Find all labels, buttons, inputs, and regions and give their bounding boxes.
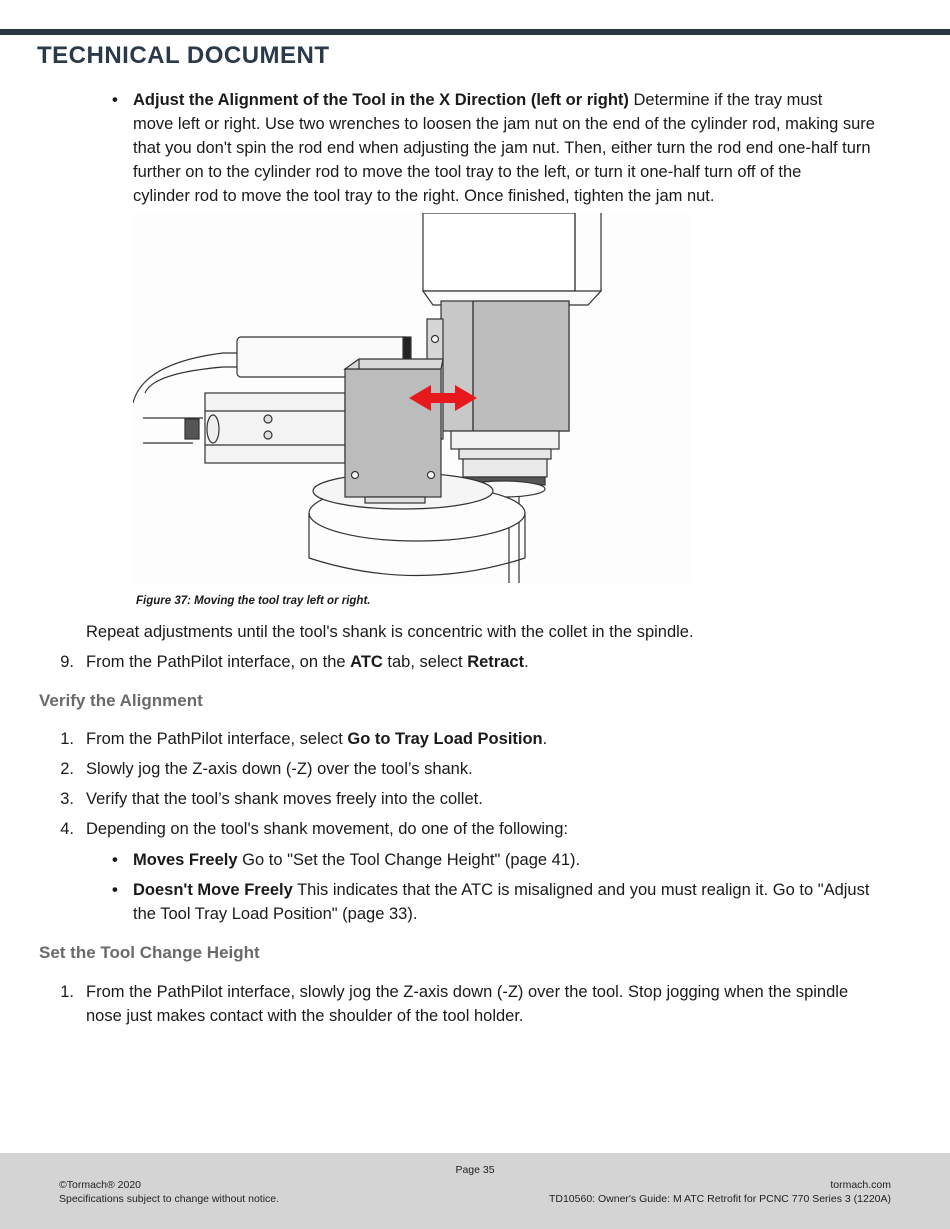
verify-step-3: [0, 787, 950, 811]
verify-heading: Verify the Alignment: [39, 691, 203, 710]
step-text: Verify that the tool’s shank moves freely into the collet.: [86, 790, 483, 808]
tool-tray-figure: [133, 213, 690, 583]
step-number: 1.: [60, 983, 74, 1001]
set-height-step-1: [0, 980, 950, 1028]
verify-step-2: [0, 757, 950, 781]
step-text-line: From the PathPilot interface, slowly jog the Z-axis down (-Z) over the tool. Stop jogging when the spindle: [86, 983, 849, 1001]
step-number: 4.: [60, 820, 74, 838]
bullet-text-line: cylinder rod to move the tool tray to the right. Once finished, tighten the jam nut.: [133, 187, 715, 205]
bullet-text-line: move left or right. Use two wrenches to loosen the jam nut on the end of the cylinder rod, making sure: [133, 115, 875, 133]
bullet-icon: •: [112, 851, 118, 869]
document-id: TD10560: Owner's Guide: M ATC Retrofit for PCNC 770 Series 3 (1220A): [548, 1193, 891, 1205]
tray-load-position-label: Go to Tray Load Position: [347, 730, 543, 748]
option-term: Doesn't Move Freely: [133, 881, 293, 899]
bullet-text-line: that you don't spin the rod end when adjusting the jam nut. Then, either turn the rod end one-half turn: [133, 139, 871, 157]
step-text-part: .: [524, 653, 529, 671]
step-text: Slowly jog the Z-axis down (-Z) over the tool’s shank.: [86, 760, 473, 778]
verify-step-4: [0, 817, 950, 841]
step-text-part: From the PathPilot interface, select: [86, 730, 348, 748]
option-term: Moves Freely: [133, 851, 238, 869]
bullet-term: Adjust the Alignment of the Tool in the X Direction (left or right): [133, 91, 629, 109]
retract-label: Retract: [467, 653, 525, 671]
set-height-heading: Set the Tool Change Height: [39, 943, 260, 962]
step-number: 2.: [60, 760, 74, 778]
step-text-line: nose just makes contact with the shoulder of the tool holder.: [86, 1007, 524, 1025]
step-number: 3.: [60, 790, 74, 808]
bullet-text-line: Determine if the tray must: [628, 91, 823, 109]
step-text-part: .: [542, 730, 548, 748]
header-rule: [0, 29, 950, 35]
bullet-icon: •: [112, 91, 118, 109]
step-number: 1.: [60, 730, 74, 748]
option-text: This indicates that the ATC is misaligned and you must realign it. Go to "Adjust: [292, 881, 870, 899]
step-number: 9.: [60, 653, 74, 671]
step-text: [86, 980, 896, 1028]
tool-tray-illustration: [133, 213, 690, 583]
page-footer: [0, 1153, 950, 1229]
verify-step-1: [0, 727, 950, 751]
step-text: [86, 727, 896, 751]
step-text-part: tab, select: [382, 653, 468, 671]
bullet-icon: •: [112, 881, 118, 899]
step-9: [0, 650, 950, 674]
option-doesnt-move-freely: [112, 878, 912, 926]
bullet-text-line: further on to the cylinder rod to move the tool tray to the left, or turn it one-half turn off of the: [133, 163, 802, 181]
figure-caption: Figure 37: Moving the tool tray left or right.: [136, 595, 371, 607]
atc-tab-label: ATC: [350, 653, 383, 671]
document-title: TECHNICAL DOCUMENT: [37, 42, 330, 69]
notice: Specifications subject to change without notice.: [59, 1193, 280, 1205]
repeat-text: Repeat adjustments until the tool's shank is concentric with the collet in the spindle.: [86, 623, 694, 641]
option-moves-freely: [112, 848, 912, 872]
page-number: Page 35: [455, 1164, 495, 1176]
website-link[interactable]: tormach.com: [830, 1179, 891, 1191]
copyright: ©Tormach® 2020: [59, 1179, 142, 1191]
step-text: [86, 650, 896, 674]
step-text-part: From the PathPilot interface, on the: [86, 653, 351, 671]
x-alignment-bullet: [112, 88, 912, 208]
step-text: Depending on the tool's shank movement, do one of the following:: [86, 820, 568, 838]
option-text-line: the Tool Tray Load Position" (page 33).: [133, 905, 418, 923]
option-text: Go to "Set the Tool Change Height" (page 41).: [237, 851, 581, 869]
